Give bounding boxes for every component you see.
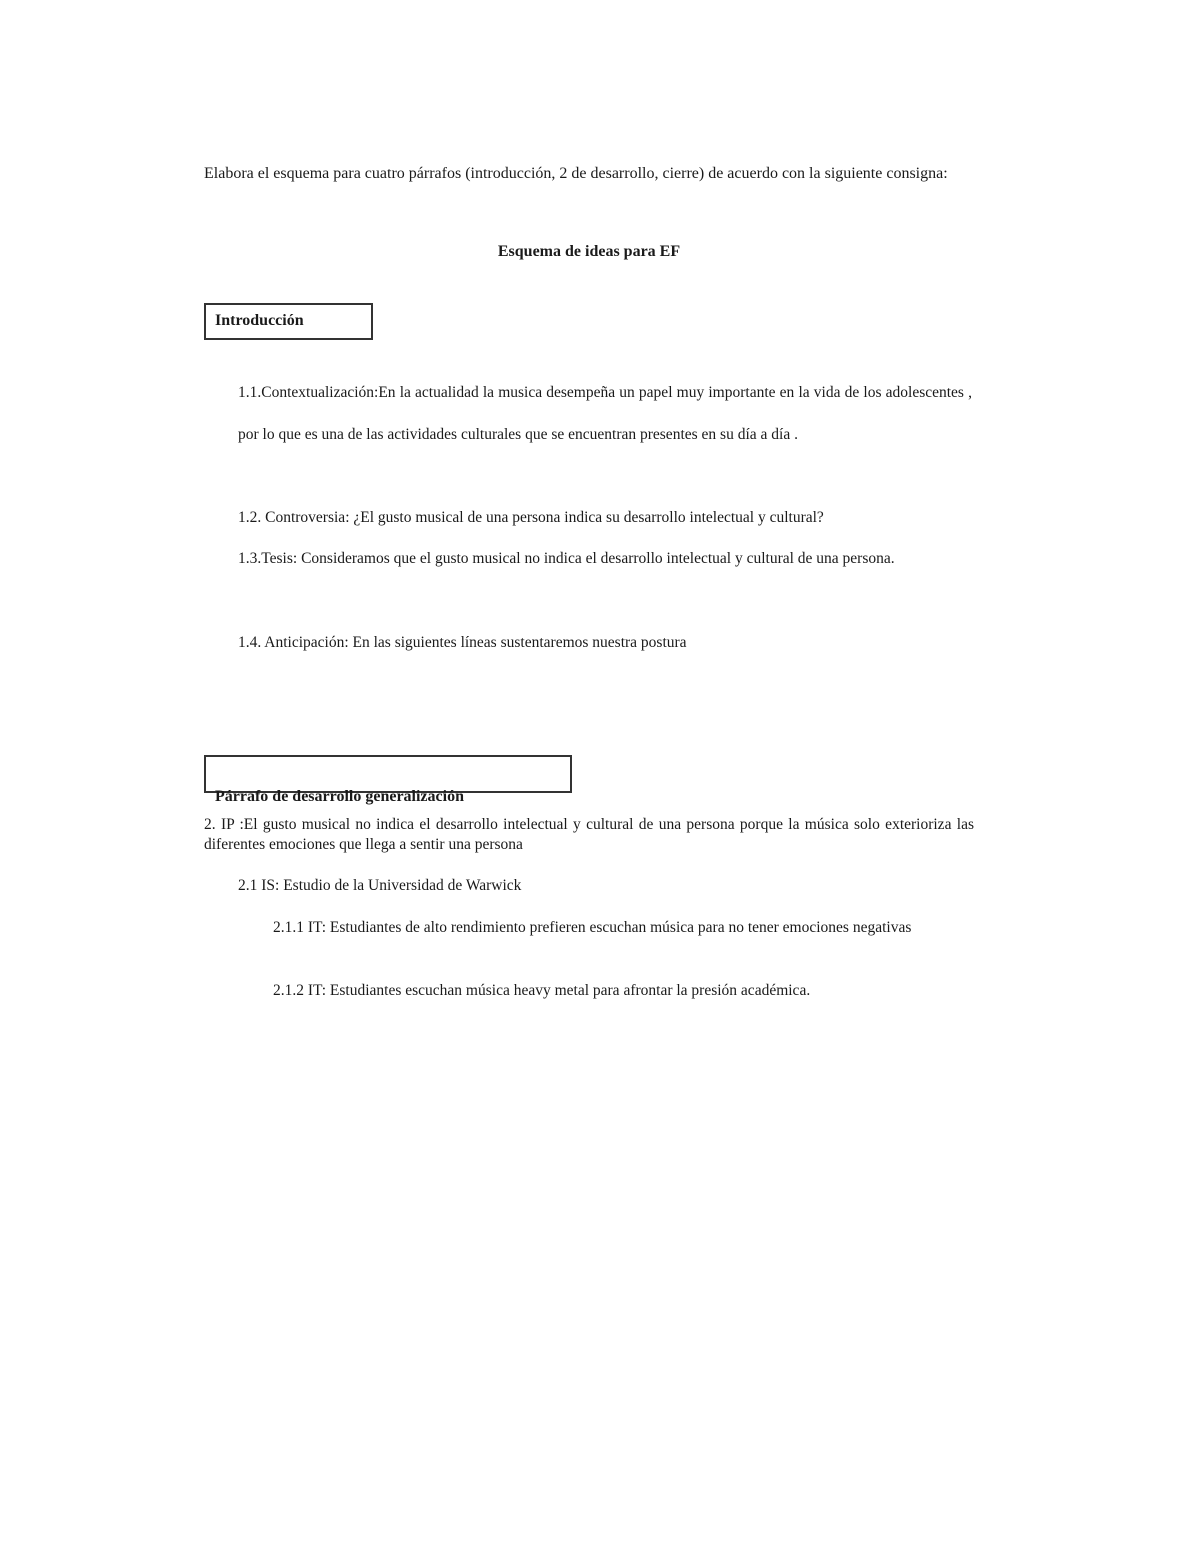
outline-item-tesis: 1.3.Tesis: Consideramos que el gusto musical no indica el desarrollo intelectual y cultural de una persona. bbox=[238, 550, 895, 567]
tertiary-idea-2: 2.1.2 IT: Estudiantes escuchan música heavy metal para afrontar la presión académica. bbox=[273, 982, 811, 999]
instructions-text: Elabora el esquema para cuatro párrafos (introducción, 2 de desarrollo, cierre) de acuerdo con la siguiente consigna: bbox=[204, 165, 948, 182]
tertiary-idea-1: 2.1.1 IT: Estudiantes de alto rendimiento prefieren escuchan música para no tener emociones negativas bbox=[273, 919, 912, 936]
introduction-heading: Introducción bbox=[215, 312, 304, 329]
secondary-idea-text: 2.1 IS: Estudio de la Universidad de Warwick bbox=[238, 877, 522, 894]
development-heading: Párrafo de desarrollo generalización bbox=[215, 788, 464, 805]
outline-item-controversia: 1.2. Controversia: ¿El gusto musical de una persona indica su desarrollo intelectual y cultural? bbox=[238, 509, 824, 526]
page-title: Esquema de ideas para EF bbox=[497, 243, 681, 260]
outline-item-contextualizacion: 1.1.Contextualización:En la actualidad la musica desempeña un papel muy importante en la vida de los adolescentes , por lo que es una de las actividades culturales que se encuentran presentes en su día a día . bbox=[238, 384, 972, 443]
main-idea-text: 2. IP :El gusto musical no indica el desarrollo intelectual y cultural de una persona porque la música solo exterioriza las diferentes emociones que llega a sentir una persona bbox=[204, 816, 974, 853]
outline-item-anticipacion: 1.4. Anticipación: En las siguientes líneas sustentaremos nuestra postura bbox=[238, 634, 687, 651]
